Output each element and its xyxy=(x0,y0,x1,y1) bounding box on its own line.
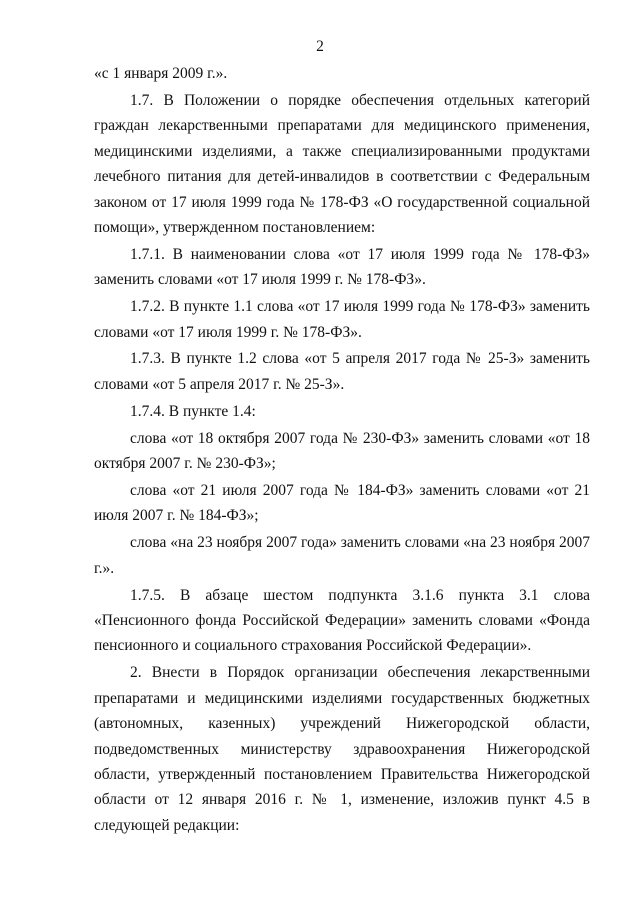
paragraph-1-7-4: 1.7.4. В пункте 1.4: xyxy=(130,402,256,420)
paragraph-1-7-5: 1.7.5. В абзаце шестом подпункта 3.1.6 пункта 3.1 слова «Пенсионного фонда Российской Федерации» заменить словами «Фонда пенсионного и социального страхования Российской Федерации». xyxy=(94,586,590,655)
paragraph-1-7-2: 1.7.2. В пункте 1.1 слова «от 17 июля 1999 года № 178-ФЗ» заменить словами «от 17 июля 1999 г. № 178-ФЗ». xyxy=(94,298,590,341)
page-number: 2 xyxy=(316,38,324,55)
paragraph-continuation: «с 1 января 2009 г.». xyxy=(94,65,228,82)
paragraph-1-7-4-item-3: слова «на 23 ноября 2007 года» заменить словами «на 23 ноября 2007 г.». xyxy=(94,534,590,577)
paragraph-1-7: 1.7. В Положении о порядке обеспечения отдельных категорий граждан лекарственными препаратами для медицинского применения, медицинскими изделиями, а также специализированными продуктами лечебного питания для детей-инвалидов в соответствии с Федеральным законом от 17 июля 1999 года № 178-ФЗ «О государственной социальной помощи», утвержденном постановлением: xyxy=(94,91,590,236)
paragraph-2: 2. Внести в Порядок организации обеспечения лекарственными препаратами и медицинскими изделиями государственных бюджетных (автономных, казенных) учреждений Нижегородской области, подведомственных министерству здравоохранения Нижегородской области, утвержденный постановлением Правительства Нижегородской области от 12 января 2016 г. № 1, изменение, изложив пункт 4.5 в следующей редакции: xyxy=(94,664,590,834)
paragraph-1-7-3: 1.7.3. В пункте 1.2 слова «от 5 апреля 2017 года № 25-З» заменить словами «от 5 апреля 2017 г. № 25-З». xyxy=(94,350,590,393)
paragraph-1-7-4-item-1: слова «от 18 октября 2007 года № 230-ФЗ» заменить словами «от 18 октября 2007 г. № 230-ФЗ»; xyxy=(94,429,590,473)
paragraph-1-7-4-item-2: слова «от 21 июля 2007 года № 184-ФЗ» заменить словами «от 21 июля 2007 г. № 184-ФЗ»; xyxy=(94,482,590,525)
document-body xyxy=(94,61,590,840)
paragraph-1-7-1: 1.7.1. В наименовании слова «от 17 июля 1999 года № 178-ФЗ» заменить словами «от 17 июля 1999 г. № 178-ФЗ». xyxy=(94,245,590,289)
